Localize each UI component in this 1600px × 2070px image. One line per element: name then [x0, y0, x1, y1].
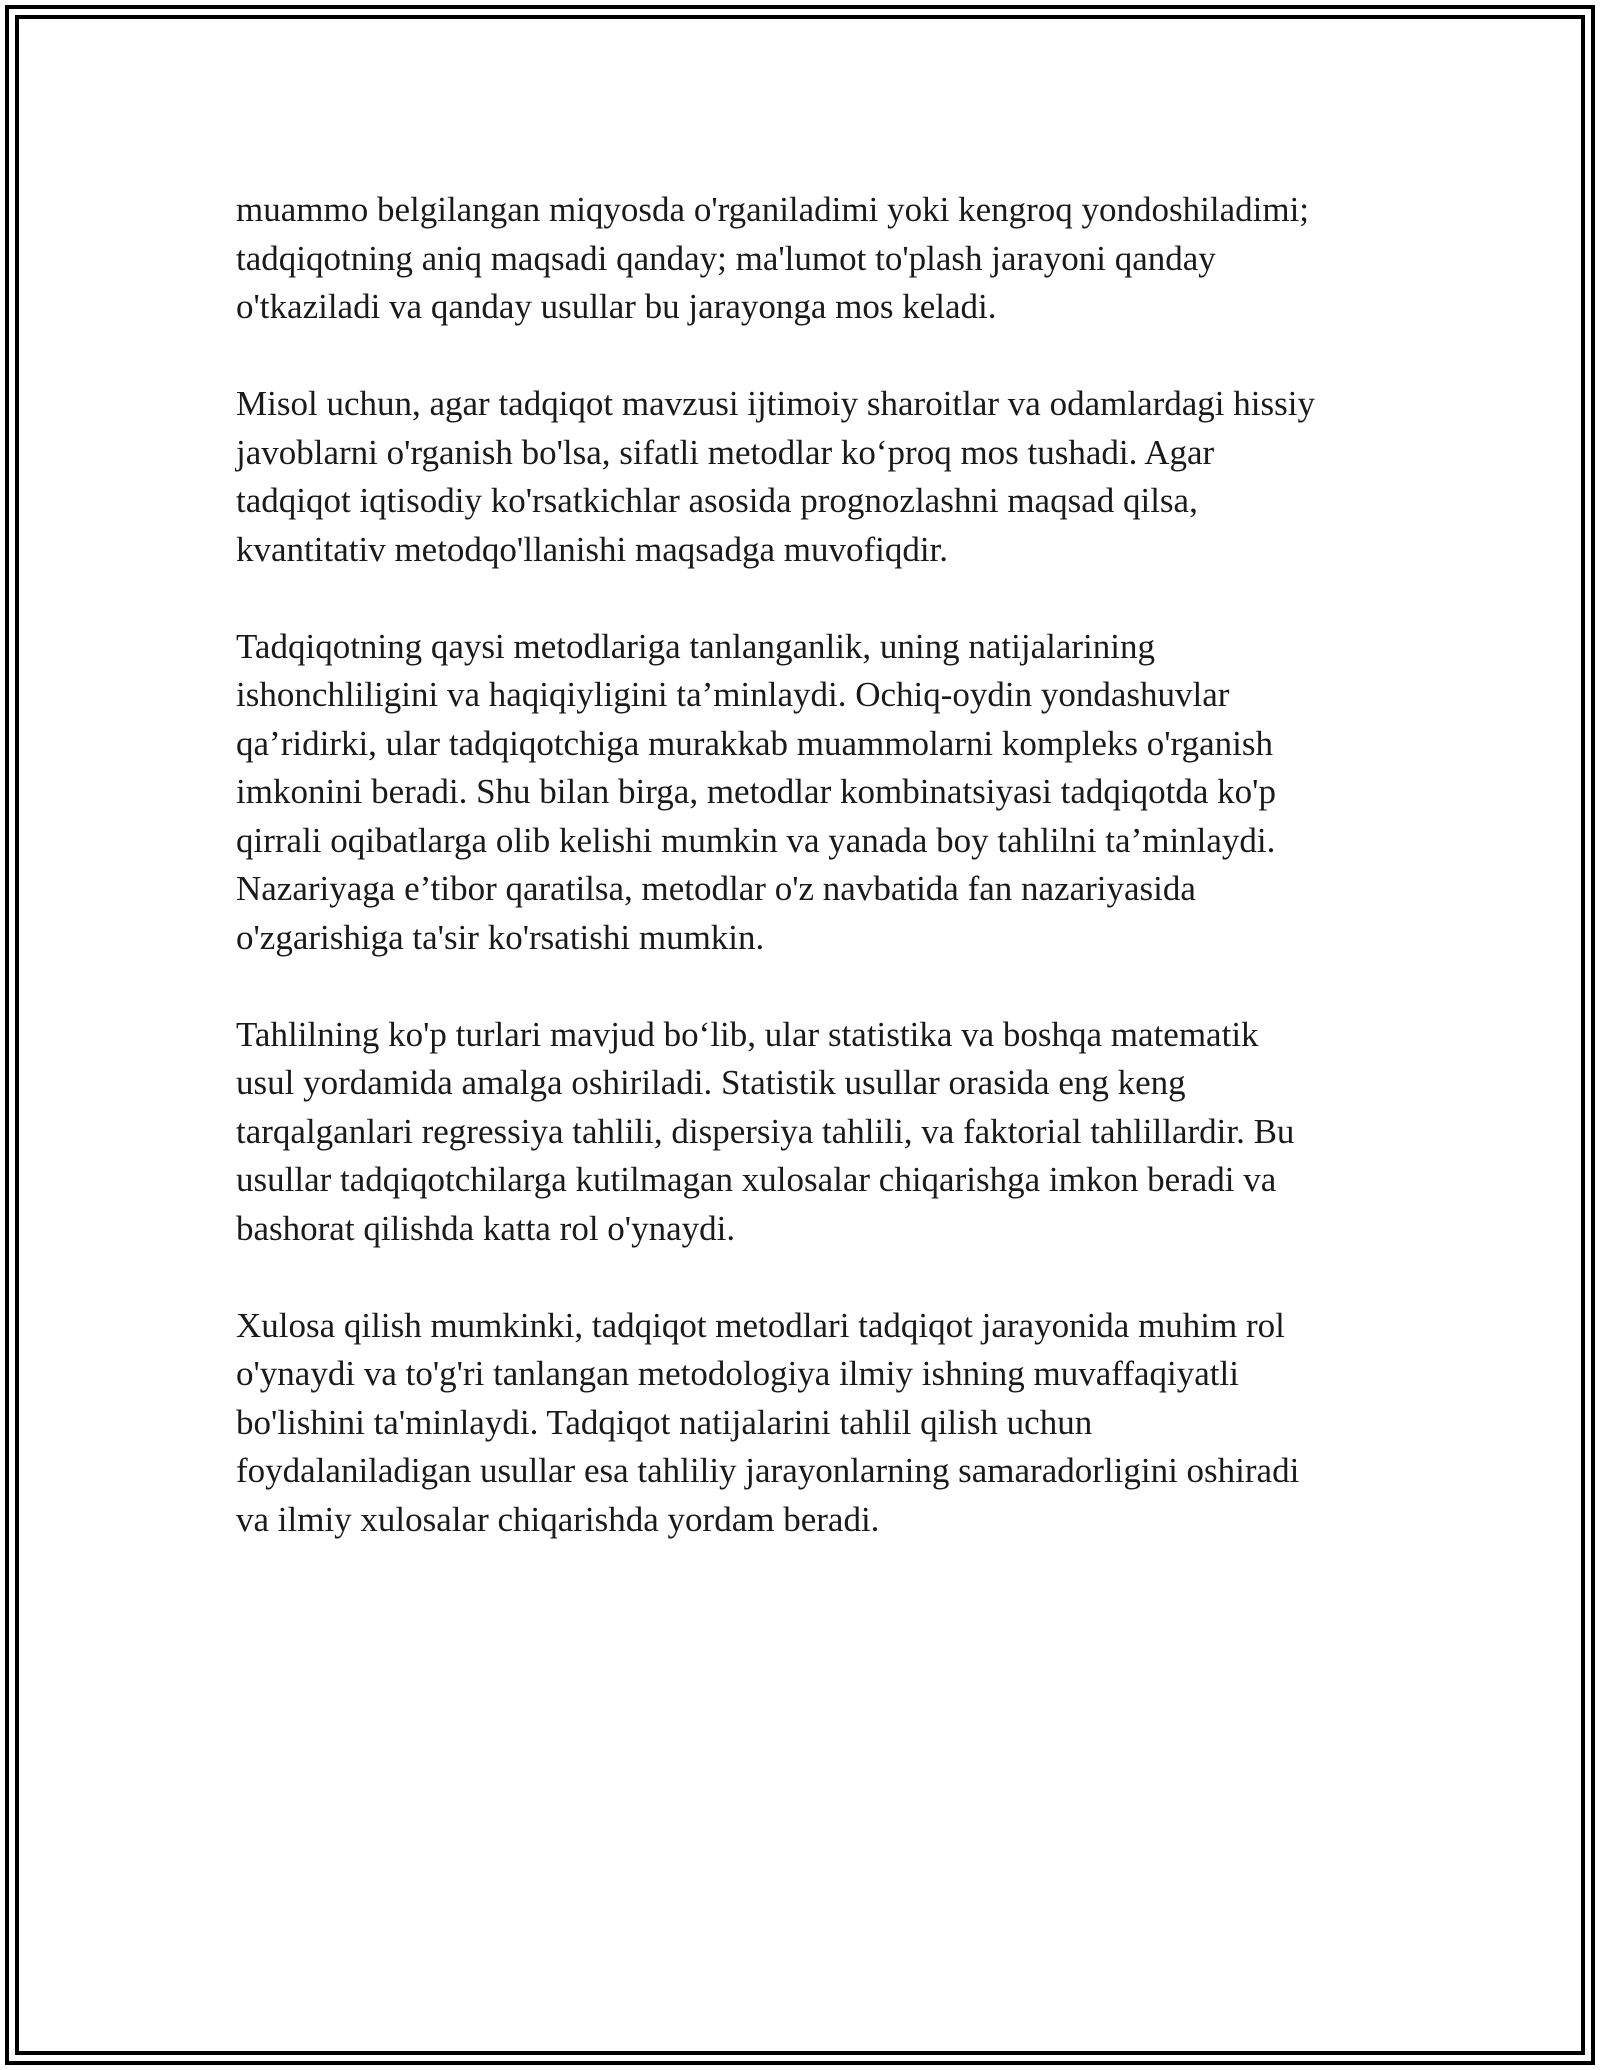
paragraph-1: muammo belgilangan miqyosda o'rganiladimi yoki kengroq yondoshiladimi; tadqiqotning aniq maqsadi qanday; ma'lumot to'plash jarayoni qanday o'tkaziladi va qanday usullar bu jarayonga mos keladi. [236, 190, 1310, 326]
document-body [236, 186, 1396, 1593]
paragraph-5: Xulosa qilish mumkinki, tadqiqot metodlari tadqiqot jarayonida muhim rol o'ynaydi va to'g'ri tanlangan metodologiya ilmiy ishning muvaffaqiyatli bo'lishini ta'minlaydi. Tadqiqot natijalarini tahlil qilish uchun foydalaniladigan usullar esa tahliliy jarayonlarning samaradorligini oshiradi va ilmiy xulosalar chiqarishda yordam beradi. [236, 1305, 1300, 1539]
paragraph-4: Tahlilning ko'p turlari mavjud bo‘lib, ular statistika va boshqa matematik usul yordamida amalga oshiriladi. Statistik usullar orasida eng keng tarqalganlari regressiya tahlili, dispersiya tahlili, va faktorial tahlillardir. Bu usullar tadqiqotchilarga kutilmagan xulosalar chiqarishga imkon beradi va bashorat qilishda katta rol o'ynaydi. [236, 1014, 1295, 1248]
paragraph-3: Tadqiqotning qaysi metodlariga tanlanganlik, uning natijalarining ishonchliligini va haqiqiyligini ta’minlaydi. Ochiq-oydin yondashuvlar qa’ridirki, ular tadqiqotchiga murakkab muammolarni kompleks o'rganish imkonini beradi. Shu bilan birga, metodlar kombinatsiyasi tadqiqotda ko'p qirrali oqibatlarga olib kelishi mumkin va yanada boy tahlilni ta’minlaydi. Nazariyaga e’tibor qaratilsa, metodlar o'z navbatida fan nazariyasida o'zgarishiga ta'sir ko'rsatishi mumkin. [236, 626, 1276, 957]
paragraph-2: Misol uchun, agar tadqiqot mavzusi ijtimoiy sharoitlar va odamlardagi hissiy javoblarni o'rganish bo'lsa, sifatli metodlar ko‘proq mos tushadi. Agar tadqiqot iqtisodiy ko'rsatkichlar asosida prognozlashni maqsad qilsa, kvantitativ metodqo'llanishi maqsadga muvofiqdir. [236, 384, 1315, 569]
